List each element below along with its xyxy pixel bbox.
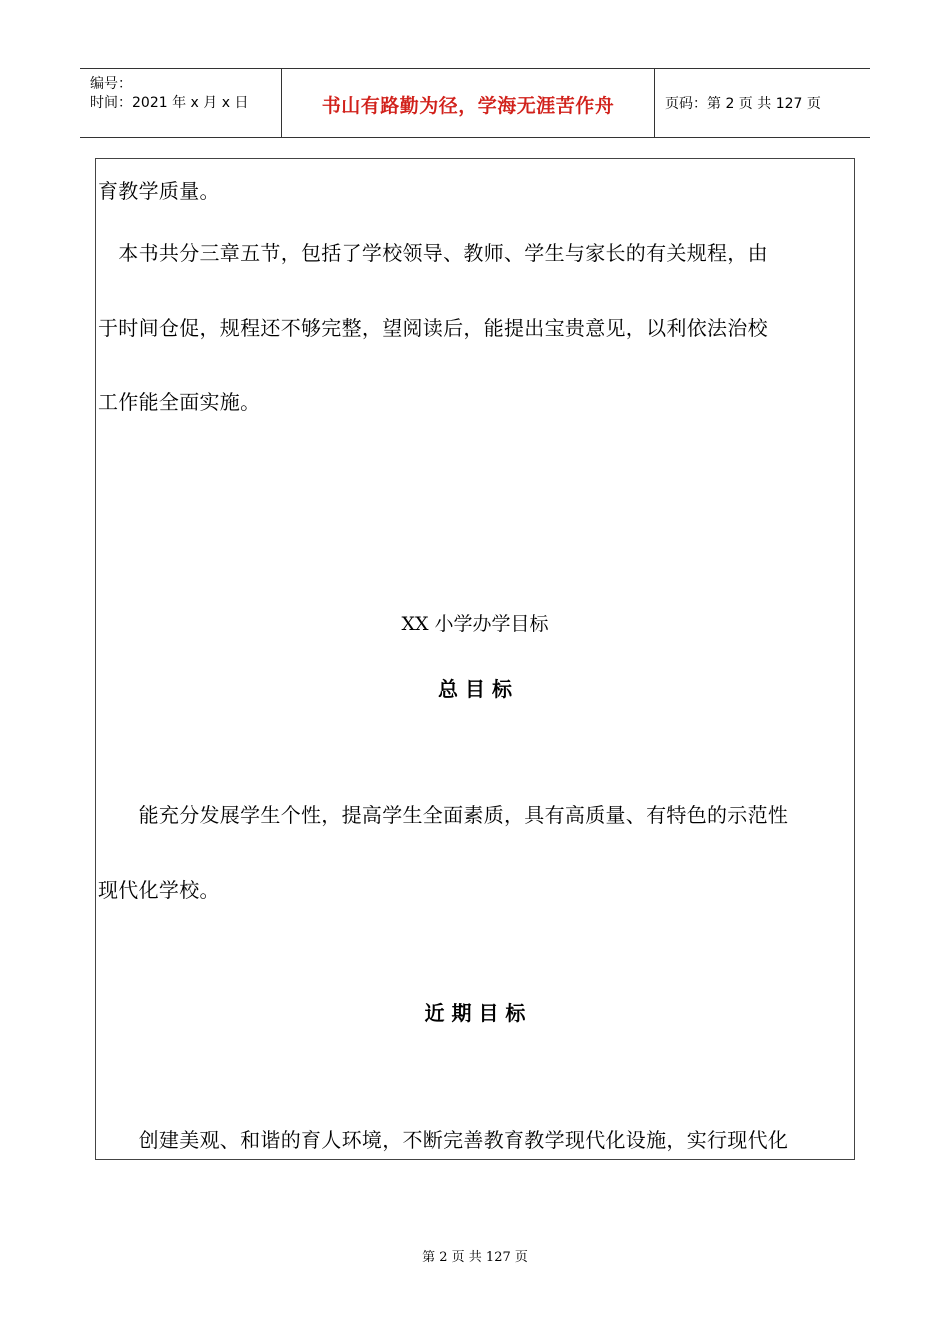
document-date-label: 时间：2021 年 x 月 x 日 xyxy=(90,95,249,111)
paragraph-line: 现代化学校。 xyxy=(98,878,220,902)
header-motto: 书山有路勤为径，学海无涯苦作舟 xyxy=(321,95,615,117)
page-header xyxy=(80,68,870,138)
document-number-label: 编号： xyxy=(90,76,132,92)
page-footer: 第 2 页 共 127 页 xyxy=(422,1250,528,1265)
paragraph-line: 工作能全面实施。 xyxy=(98,390,261,414)
header-info-cell xyxy=(80,69,282,137)
paragraph-line: 能充分发展学生个性，提高学生全面素质，具有高质量、有特色的示范性 xyxy=(98,803,789,827)
paragraph-line: 育教学质量。 xyxy=(98,179,220,203)
paragraph-line: 本书共分三章五节，包括了学校领导、教师、学生与家长的有关规程，由 xyxy=(98,241,768,265)
content-frame xyxy=(95,158,855,1160)
paragraph-line: 于时间仓促，规程还不够完整，望阅读后，能提出宝贵意见，以利依法治校 xyxy=(98,316,768,340)
header-page-number: 页码：第 2 页 共 127 页 xyxy=(665,96,821,112)
general-goal-heading: 总 目 标 xyxy=(438,677,512,701)
paragraph-line: 创建美观、和谐的育人环境，不断完善教育教学现代化设施，实行现代化 xyxy=(98,1128,789,1152)
header-motto-cell xyxy=(282,69,655,137)
school-goal-subtitle: XX 小学办学目标 xyxy=(401,613,549,635)
header-page-cell xyxy=(655,69,870,137)
near-goal-heading: 近 期 目 标 xyxy=(424,1001,526,1025)
